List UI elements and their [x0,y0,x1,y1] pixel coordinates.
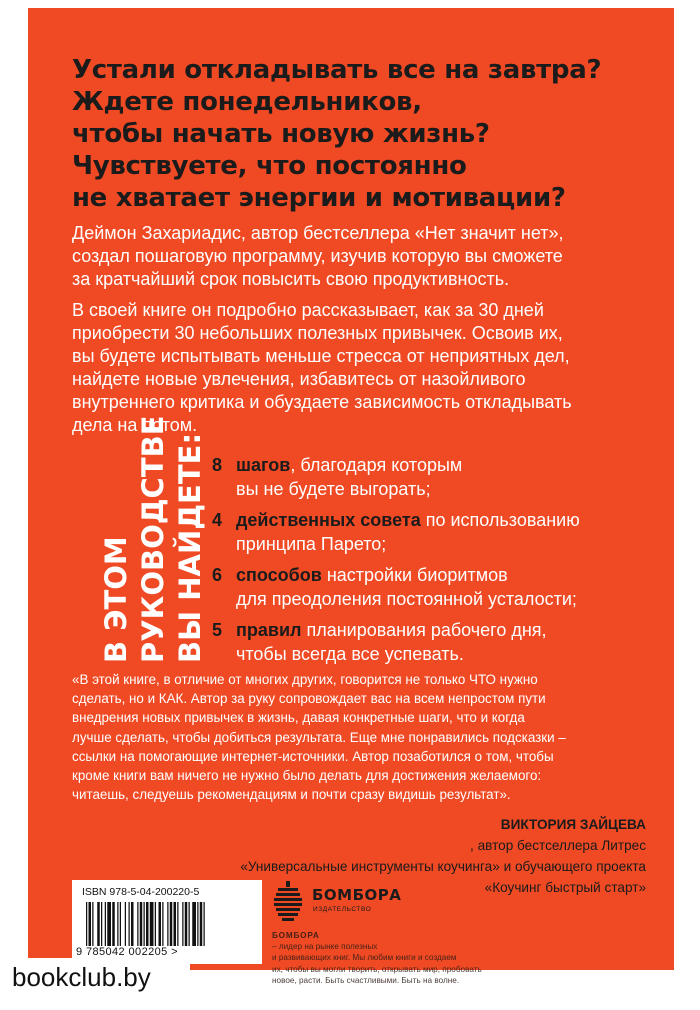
barcode-bar [86,902,87,946]
barcode-bar [97,902,100,946]
barcode-bar [185,902,188,946]
headline-line: чтобы начать новую жизнь? [72,119,490,149]
isbn-label: ISBN 978-5-04-200220-5 [82,886,200,898]
testimonial-quote [72,670,662,804]
guide-item-text: , благодаря которым [290,455,463,475]
watermark-text: bookclub.by [12,962,151,992]
guide-heading-line: ВЫ НАЙДЕТЕ: [173,432,207,663]
guide-item-number: 8 [212,455,223,475]
barcode-bar [174,902,177,946]
barcode-bar [150,902,154,946]
guide-item-continuation: для преодоления постоянной усталости; [236,589,577,609]
barcode-bar [89,902,92,946]
headline-line: Чувствуете, что постоянно [72,151,467,181]
quote-line: ссылки на помогающие интернет-источники. Автор позаботился о том, чтобы [72,748,554,764]
intro-line: за кратчайший срок повысить свою продуктивность. [72,269,510,289]
barcode-bar [189,902,190,946]
body-line: дела на потом. [72,415,198,435]
publisher-subtitle: ИЗДАТЕЛЬСТВО [313,906,372,913]
barcode-bar [167,902,168,946]
barcode-bar [159,902,162,946]
guide-item-key: правил [236,620,302,640]
guide-item-continuation: чтобы всегда все успевать. [236,644,464,664]
publisher-blurb [272,930,504,986]
barcode-bar [192,902,196,946]
headline-line: не хватает энергии и мотивации? [72,183,566,213]
publisher-blurb-name: БОМБОРА [272,931,320,940]
guide-item-number: 6 [212,565,223,585]
bombora-logo-icon [272,881,306,921]
barcode-bar [107,902,111,946]
body-line: В своей книге он подробно рассказывает, как за 30 дней [72,300,544,320]
barcode-bar [129,902,130,946]
guide-item-text: планирования рабочего дня, [301,620,547,640]
barcode-block [72,880,262,964]
attribution-text: «Универсальные инструменты коучинга» и обучающего проекта [240,859,646,874]
barcode-bar [140,902,143,946]
quote-line: кроме книги вам ничего не нужно было делать для достижения желаемого: [72,768,542,784]
barcode-bar [92,902,93,946]
barcode-bar [177,902,178,946]
barcode-bar [117,902,118,946]
intro-paragraph [72,222,642,291]
guide-heading-line: РУКОВОДСТВЕ [136,415,170,663]
publisher-blurb-text: их, чтобы вы могли творить, открывать мир, пробовать [272,964,482,974]
guide-item-key: шагов [236,455,291,475]
guide-item-continuation: принципа Парето; [236,534,387,554]
barcode-bar [125,902,126,946]
barcode-bar [112,902,115,946]
guide-item-continuation: вы не будете выгорать; [236,479,431,499]
guide-heading-line: В ЭТОМ [99,536,133,663]
barcode-bar [137,902,138,946]
guide-item [212,508,672,556]
quote-line: читаешь, следуешь рекомендациям и почти сразу видишь результат». [72,787,511,803]
quote-line: внедрения новых привычек в жизнь, давая конкретные шаги, что и когда [72,710,525,726]
publisher-name: БОМБОРА [312,886,402,904]
guide-item-key: способов [236,565,322,585]
quote-line: лучше сделать, чтобы добиться результата. Еще мне понравились подсказки – [72,729,566,745]
barcode-bar [170,902,173,946]
publisher-logo [272,881,442,925]
guide-list [212,453,672,673]
intro-line: Деймон Захариадис, автор бестселлера «Нет значит нет», [72,223,564,243]
barcode-digits: 9 785042 002205 > [76,946,178,958]
body-line: найдете новые увлечения, избавитесь от назойливого [72,369,526,389]
attribution-text: , автор бестселлера Литрес [470,838,646,853]
attribution-text: «Коучинг быстрый старт» [484,880,646,895]
barcode-bar [162,902,163,946]
barcode-image [82,902,254,946]
publisher-blurb-text: новое, расти. Быть счастливыми. Быть на волне. [272,975,460,985]
quote-line: «В этой книге, в отличие от многих других, говорится не только ЧТО нужно [72,672,538,687]
guide-item [212,618,672,666]
guide-item [212,453,672,501]
guide-item-number: 5 [212,620,223,640]
barcode-bar [155,902,156,946]
barcode-bar [105,902,106,946]
barcode-bar [144,902,145,946]
intro-line: создал пошаговую программу, изучив которую вы сможете [72,246,563,266]
publisher-blurb-text: и развивающих книг. Мы любим книги и создаем [272,953,457,963]
barcode-bar [120,902,121,946]
guide-item-text: настройки биоритмов [321,565,508,585]
guide-item-number: 4 [212,510,223,530]
barcode-bar [204,902,205,946]
barcode-bar [200,902,203,946]
guide-item [212,563,672,611]
barcode-bar [182,902,183,946]
guide-item-text: по использованию [420,510,580,530]
publisher-blurb-text: – лидер на рынке полезных [272,942,378,952]
body-line: вы будете испытывать меньше стресса от неприятных дел, [72,346,570,366]
body-line: приобрести 30 небольших полезных привычек. Освоив их, [72,323,563,343]
barcode-bar [197,902,198,946]
body-line: внутреннего критика и обуздаете зависимость откладывать [72,392,572,412]
attribution-name: ВИКТОРИЯ ЗАЙЦЕВА [500,817,646,832]
barcode-bar [101,902,102,946]
barcode-bar [131,902,134,946]
headline-line: Ждете понедельников, [72,87,422,117]
quote-line: сделать, но и КАК. Автор за руку сопровождает вас на всем непростом пути [72,691,546,707]
site-watermark [0,958,190,1010]
headline-line: Устали откладывать все на завтра? [72,55,602,85]
guide-item-key: действенных совета [236,510,421,530]
barcode-bar [146,902,149,946]
headline [72,54,632,214]
